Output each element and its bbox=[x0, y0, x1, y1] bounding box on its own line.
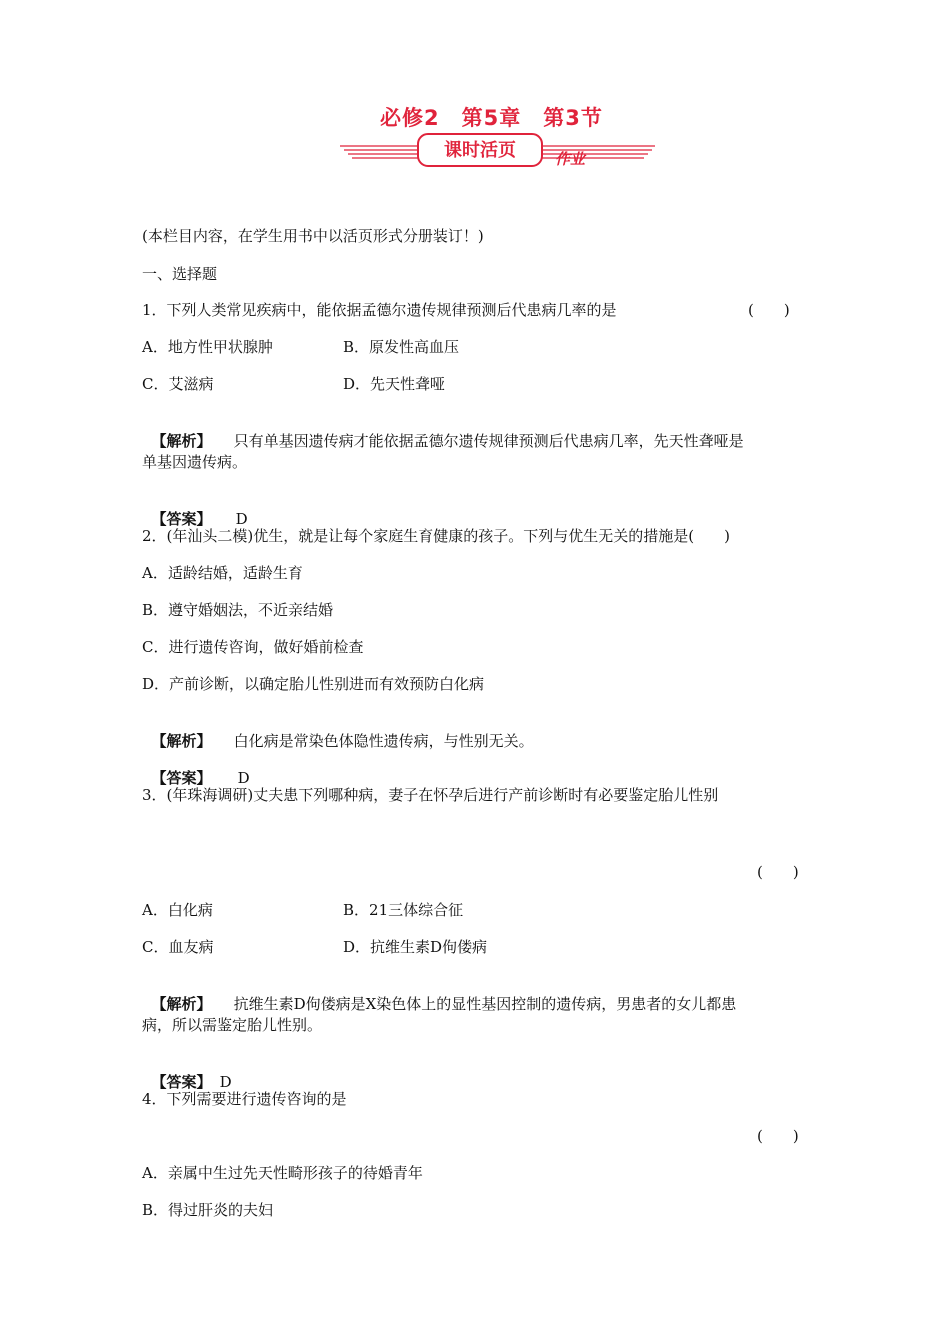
answer-value: D bbox=[237, 769, 250, 787]
page-header bbox=[0, 100, 950, 180]
analysis-label bbox=[142, 411, 744, 451]
analysis-text: 只有单基因遗传病才能依据孟德尔遗传规律预测后代患病几率，先天性聋哑是 bbox=[233, 432, 744, 450]
section-heading: 一、选择题 bbox=[142, 265, 218, 283]
banner-graphic bbox=[340, 132, 665, 172]
question-1-stem: 1．下列人类常见疾病中，能依据孟德尔遗传规律预测后代患病几率的是 bbox=[142, 301, 617, 319]
option: B．原发性高血压 bbox=[343, 338, 460, 356]
question-3-stem: 3．(年珠海调研)丈夫患下列哪种病，妻子在怀孕后进行产前诊断时有必要鉴定胎儿性别 bbox=[142, 786, 719, 804]
analysis-text: 抗维生素D佝偻病是X染色体上的显性基因控制的遗传病，男患者的女儿都患 bbox=[233, 995, 737, 1013]
banner-main-text: 课时活页 bbox=[444, 140, 516, 161]
option: B．得过肝炎的夫妇 bbox=[142, 1201, 274, 1219]
intro-note: (本栏目内容，在学生用书中以活页形式分册装订！) bbox=[142, 227, 484, 245]
option: D．抗维生素D佝偻病 bbox=[343, 938, 488, 956]
answer-tag: 【答案】 bbox=[151, 769, 212, 787]
banner-sub-text: 作业 bbox=[554, 150, 586, 168]
question-4-stem: 4．下列需要进行遗传咨询的是 bbox=[142, 1090, 347, 1108]
analysis-tag: 【解析】 bbox=[151, 732, 212, 750]
answer-tag: 【答案】 bbox=[151, 510, 212, 528]
analysis-row bbox=[142, 974, 736, 1014]
analysis-text: 单基因遗传病。 bbox=[142, 453, 248, 471]
question-2-stem: 2．(年汕头二模)优生，就是让每个家庭生育健康的孩子。下列与优生无关的措施是( ) bbox=[142, 527, 730, 545]
option: A．地方性甲状腺肿 bbox=[142, 338, 273, 356]
answer-row bbox=[142, 489, 248, 529]
option: C．血友病 bbox=[142, 938, 214, 956]
answer-value: D bbox=[235, 510, 248, 528]
analysis-row bbox=[142, 711, 534, 751]
answer-paren: ( ) bbox=[757, 1127, 799, 1145]
analysis-tag: 【解析】 bbox=[151, 995, 212, 1013]
option: B．遵守婚姻法，不近亲结婚 bbox=[142, 601, 334, 619]
option: D．产前诊断，以确定胎儿性别进而有效预防白化病 bbox=[142, 675, 485, 693]
answer-row bbox=[142, 1052, 232, 1092]
page-title: 必修2 第5章 第3节 bbox=[380, 106, 603, 130]
analysis-text: 病，所以需鉴定胎儿性别。 bbox=[142, 1016, 323, 1034]
analysis-text: 白化病是常染色体隐性遗传病，与性别无关。 bbox=[233, 732, 534, 750]
option: C．艾滋病 bbox=[142, 375, 214, 393]
option: A．亲属中生过先天性畸形孩子的待婚青年 bbox=[142, 1164, 423, 1182]
analysis-tag: 【解析】 bbox=[151, 432, 212, 450]
option: D．先天性聋哑 bbox=[343, 375, 446, 393]
option: B．21三体综合征 bbox=[343, 901, 464, 919]
option: A．适龄结婚，适龄生育 bbox=[142, 564, 303, 582]
answer-row bbox=[142, 748, 250, 788]
answer-value: D bbox=[219, 1073, 232, 1091]
option: C．进行遗传咨询，做好婚前检查 bbox=[142, 638, 364, 656]
answer-paren: ( ) bbox=[757, 863, 799, 881]
answer-paren: ( ) bbox=[748, 301, 790, 319]
option: A．白化病 bbox=[142, 901, 213, 919]
answer-tag: 【答案】 bbox=[151, 1073, 212, 1091]
